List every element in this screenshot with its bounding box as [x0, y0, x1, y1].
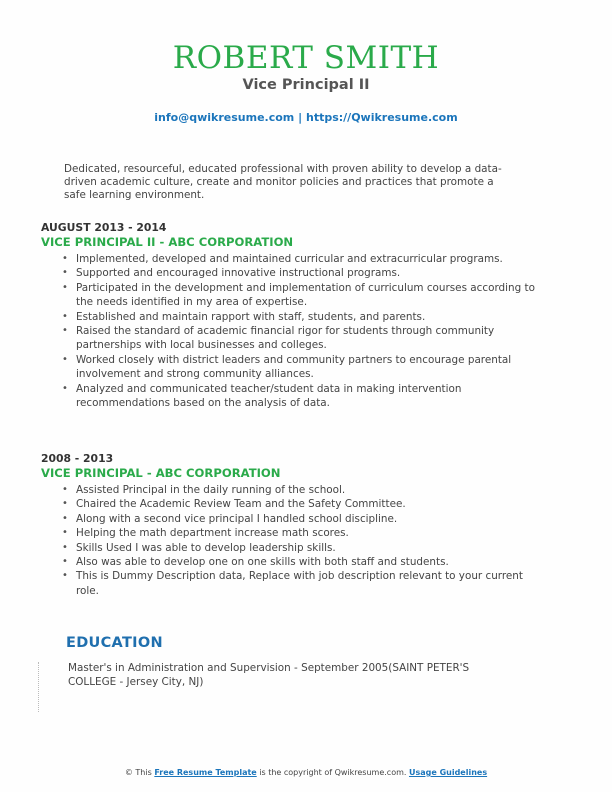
- list-item: • Assisted Principal in the daily running of the school.: [62, 484, 346, 496]
- list-item: • This is Dummy Description data, Replace with job description relevant to your current role.: [62, 570, 523, 597]
- list-item: • Along with a second vice principal I handled school discipline.: [62, 512, 398, 525]
- contact-separator: |: [298, 111, 303, 124]
- email-link[interactable]: info@qwikresume.com: [154, 111, 295, 124]
- bullet-icon: •: [62, 253, 68, 264]
- bullet-icon: •: [62, 527, 68, 539]
- bullet-icon: •: [62, 267, 68, 279]
- bullet-icon: •: [62, 353, 68, 365]
- list-item: • Implemented, developed and maintained curricular and extracurricular programs.: [62, 253, 503, 265]
- summary-paragraph: Dedicated, resourceful, educated professional with proven ability to develop a data-driven academic culture, create and monitor policies and practices that promote a safe learning environment.: [64, 163, 502, 201]
- list-item: • Also was able to develop one on one skills with both staff and students.: [62, 556, 449, 569]
- footer-middle: is the copyright of Qwikresume.com.: [259, 768, 407, 777]
- contact-line: [0, 111, 612, 124]
- list-item: • Supported and encouraged innovative instructional programs.: [62, 267, 401, 280]
- list-item: • Established and maintain rapport with staff, students, and parents.: [62, 310, 426, 323]
- bullet-icon: •: [62, 484, 68, 495]
- list-item: • Chaired the Academic Review Team and the Safety Committee.: [62, 498, 406, 511]
- job-bullet-list: [41, 252, 541, 410]
- list-item: • Worked closely with district leaders and community partners to encourage parental involvement and strong community alliances.: [62, 353, 512, 381]
- candidate-name: ROBERT SMITH: [172, 40, 440, 76]
- list-item: • Helping the math department increase math scores.: [62, 527, 349, 540]
- bullet-icon: •: [62, 281, 68, 293]
- education-heading: EDUCATION: [66, 635, 163, 651]
- footer-copyright: [0, 768, 612, 777]
- education-divider: [38, 662, 39, 712]
- job-bullet-list: [41, 483, 541, 598]
- website-link[interactable]: https://Qwikresume.com: [305, 111, 458, 124]
- bullet-icon: •: [62, 512, 68, 524]
- experience-entry-2: [41, 452, 541, 598]
- list-item: • Raised the standard of academic financial rigor for students through community partnerships with local businesses and colleges.: [62, 325, 495, 352]
- list-item: • Analyzed and communicated teacher/student data in making intervention recommendations based on the analysis of data.: [62, 382, 462, 410]
- usage-guidelines-link[interactable]: Usage Guidelines: [408, 768, 488, 777]
- job-dates: AUGUST 2013 - 2014: [41, 221, 167, 234]
- bullet-icon: •: [62, 325, 68, 337]
- list-item: • Participated in the development and implementation of curriculum courses according to the needs identified in my area of expertise.: [62, 281, 535, 309]
- bullet-icon: •: [62, 382, 68, 394]
- bullet-icon: •: [62, 310, 68, 322]
- bullet-icon: •: [62, 498, 68, 510]
- bullet-icon: •: [62, 541, 68, 553]
- job-dates: 2008 - 2013: [41, 452, 114, 465]
- list-item: • Skills Used I was able to develop leadership skills.: [62, 541, 336, 554]
- job-role: VICE PRINCIPAL II - ABC CORPORATION: [41, 235, 294, 249]
- job-role: VICE PRINCIPAL - ABC CORPORATION: [41, 466, 281, 480]
- candidate-title: Vice Principal II: [242, 77, 370, 93]
- bullet-icon: •: [62, 556, 68, 568]
- free-resume-template-link[interactable]: Free Resume Template: [154, 768, 257, 777]
- experience-entry-1: [41, 221, 541, 410]
- education-entry: Master's in Administration and Supervision - September 2005(SAINT PETER'S COLLEGE - Jersey City, NJ): [68, 662, 470, 689]
- footer-prefix: © This: [124, 768, 152, 777]
- bullet-icon: •: [62, 570, 68, 582]
